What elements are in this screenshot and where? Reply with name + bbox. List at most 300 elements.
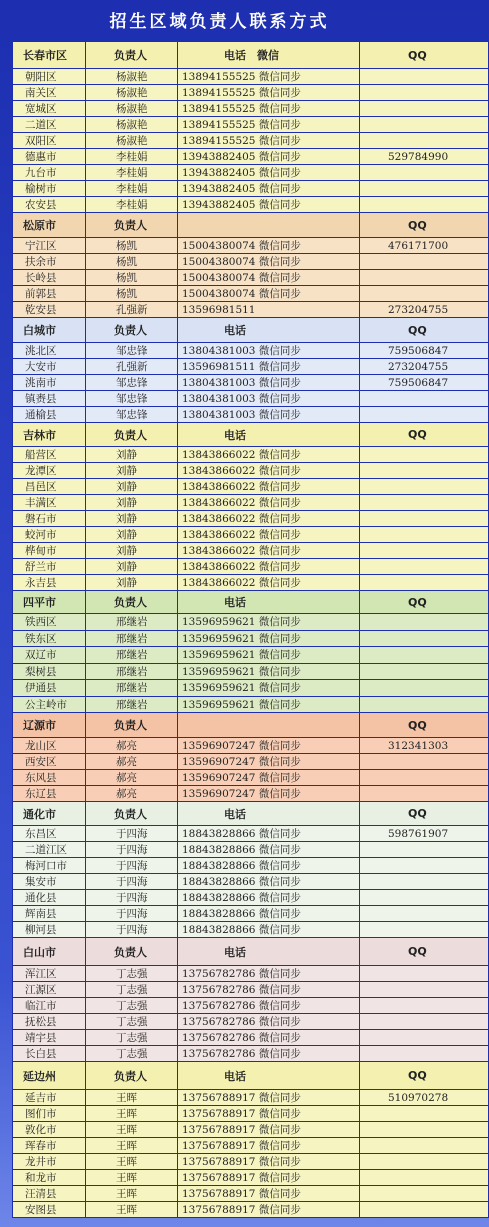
cell-qq (360, 559, 489, 575)
cell-person: 杨淑艳 (86, 133, 178, 149)
cell-phone: 13756788917 微信同步 (178, 1090, 360, 1106)
cell-person: 刘静 (86, 559, 178, 575)
cell-person: 丁志强 (86, 982, 178, 998)
cell-phone: 13756788917 微信同步 (178, 1122, 360, 1138)
table-row (13, 407, 489, 423)
cell-qq (360, 447, 489, 463)
cell-qq (360, 1202, 489, 1218)
cell-area: 辉南县 (13, 906, 86, 922)
cell-area: 梨树县 (13, 663, 86, 680)
cell-area: 靖宇县 (13, 1030, 86, 1046)
cell-person: 李桂娟 (86, 181, 178, 197)
header-phone: 电话 (178, 591, 360, 614)
header-person: 负责人 (86, 938, 178, 966)
cell-person: 邢继岩 (86, 680, 178, 697)
cell-qq (360, 181, 489, 197)
cell-area: 浑江区 (13, 966, 86, 982)
cell-qq (360, 858, 489, 874)
cell-qq: 273204755 (360, 302, 489, 318)
table-row (13, 680, 489, 697)
cell-qq (360, 906, 489, 922)
cell-qq: 510970278 (360, 1090, 489, 1106)
cell-qq (360, 874, 489, 890)
table-row (13, 1106, 489, 1122)
header-qq: QQ (360, 213, 489, 238)
cell-area: 龙山区 (13, 738, 86, 754)
cell-phone: 13804381003 微信同步 (178, 343, 360, 359)
table-row (13, 614, 489, 631)
cell-area: 宁江区 (13, 238, 86, 254)
cell-qq (360, 998, 489, 1014)
cell-area: 榆树市 (13, 181, 86, 197)
cell-area: 宽城区 (13, 101, 86, 117)
cell-qq (360, 1122, 489, 1138)
table-row (13, 754, 489, 770)
cell-person: 杨淑艳 (86, 85, 178, 101)
cell-phone: 13596959621 微信同步 (178, 614, 360, 631)
cell-qq (360, 286, 489, 302)
table-row (13, 998, 489, 1014)
table-row (13, 391, 489, 407)
cell-phone: 13756788917 微信同步 (178, 1154, 360, 1170)
header-person: 负责人 (86, 213, 178, 238)
table-row (13, 826, 489, 842)
header-qq: QQ (360, 423, 489, 447)
section-header-jilin (13, 423, 489, 447)
cell-phone: 15004380074 微信同步 (178, 254, 360, 270)
cell-qq (360, 614, 489, 631)
cell-qq (360, 663, 489, 680)
cell-qq (360, 890, 489, 906)
cell-area: 敦化市 (13, 1122, 86, 1138)
section-header-siping (13, 591, 489, 614)
table-row (13, 1014, 489, 1030)
cell-qq (360, 1186, 489, 1202)
cell-qq (360, 479, 489, 495)
header-area: 四平市 (13, 591, 86, 614)
cell-person: 杨凯 (86, 286, 178, 302)
cell-qq: 476171700 (360, 238, 489, 254)
cell-phone: 13596959621 微信同步 (178, 680, 360, 697)
header-qq: QQ (360, 591, 489, 614)
table-row (13, 1154, 489, 1170)
cell-qq (360, 1014, 489, 1030)
cell-phone: 13804381003 微信同步 (178, 375, 360, 391)
cell-area: 长白县 (13, 1046, 86, 1062)
cell-person: 李桂娟 (86, 197, 178, 213)
cell-person: 邢继岩 (86, 614, 178, 631)
cell-qq (360, 1138, 489, 1154)
section-header-yanbian (13, 1062, 489, 1090)
cell-area: 龙井市 (13, 1154, 86, 1170)
cell-phone: 13756782786 微信同步 (178, 1014, 360, 1030)
table-row (13, 738, 489, 754)
cell-qq (360, 696, 489, 713)
header-qq: QQ (360, 802, 489, 826)
table-row (13, 254, 489, 270)
header-phone (178, 213, 360, 238)
table-row (13, 197, 489, 213)
section-header-songyuan (13, 213, 489, 238)
cell-area: 二道区 (13, 117, 86, 133)
header-person: 负责人 (86, 423, 178, 447)
cell-qq (360, 1030, 489, 1046)
cell-person: 李桂娟 (86, 149, 178, 165)
cell-qq (360, 69, 489, 85)
cell-phone: 13756782786 微信同步 (178, 982, 360, 998)
header-phone: 电话 (178, 938, 360, 966)
table-row (13, 1138, 489, 1154)
cell-phone: 13894155525 微信同步 (178, 85, 360, 101)
cell-qq (360, 165, 489, 181)
cell-qq (360, 680, 489, 697)
cell-phone: 13894155525 微信同步 (178, 69, 360, 85)
cell-phone: 13894155525 微信同步 (178, 117, 360, 133)
cell-qq (360, 463, 489, 479)
header-area: 延边州 (13, 1062, 86, 1090)
cell-phone: 13843866022 微信同步 (178, 559, 360, 575)
cell-area: 九台市 (13, 165, 86, 181)
cell-person: 王晖 (86, 1106, 178, 1122)
cell-phone: 13596959621 微信同步 (178, 647, 360, 664)
cell-area: 长岭县 (13, 270, 86, 286)
cell-person: 邢继岩 (86, 647, 178, 664)
cell-area: 铁西区 (13, 614, 86, 631)
cell-person: 刘静 (86, 495, 178, 511)
cell-person: 邹忠锋 (86, 391, 178, 407)
cell-person: 于四海 (86, 842, 178, 858)
table-row (13, 359, 489, 375)
header-person: 负责人 (86, 591, 178, 614)
cell-qq (360, 770, 489, 786)
cell-person: 杨淑艳 (86, 101, 178, 117)
table-row (13, 117, 489, 133)
header-area: 吉林市 (13, 423, 86, 447)
cell-area: 集安市 (13, 874, 86, 890)
cell-phone: 13596907247 微信同步 (178, 770, 360, 786)
cell-qq (360, 117, 489, 133)
cell-area: 南关区 (13, 85, 86, 101)
cell-area: 铁东区 (13, 630, 86, 647)
cell-person: 王晖 (86, 1138, 178, 1154)
cell-area: 东辽县 (13, 786, 86, 802)
cell-area: 前郭县 (13, 286, 86, 302)
cell-phone: 13756788917 微信同步 (178, 1170, 360, 1186)
cell-phone: 18843828866 微信同步 (178, 922, 360, 938)
cell-phone: 13596959621 微信同步 (178, 630, 360, 647)
cell-area: 双辽市 (13, 647, 86, 664)
section-header-baicheng (13, 318, 489, 343)
cell-person: 邢继岩 (86, 663, 178, 680)
cell-person: 郝亮 (86, 738, 178, 754)
table-row (13, 559, 489, 575)
cell-area: 磐石市 (13, 511, 86, 527)
cell-phone: 13843866022 微信同步 (178, 527, 360, 543)
cell-area: 龙潭区 (13, 463, 86, 479)
cell-area: 扶余市 (13, 254, 86, 270)
cell-qq (360, 85, 489, 101)
table-row (13, 630, 489, 647)
table-row (13, 165, 489, 181)
cell-phone: 13596981511 微信同步 (178, 359, 360, 375)
cell-phone: 13894155525 微信同步 (178, 133, 360, 149)
cell-person: 王晖 (86, 1186, 178, 1202)
cell-person: 邹忠锋 (86, 407, 178, 423)
header-phone: 电话 (178, 318, 360, 343)
table-row (13, 874, 489, 890)
section-header-changchun (13, 42, 489, 69)
table-row (13, 1202, 489, 1218)
cell-phone: 13756788917 微信同步 (178, 1106, 360, 1122)
table-row (13, 770, 489, 786)
cell-person: 于四海 (86, 874, 178, 890)
cell-person: 郝亮 (86, 786, 178, 802)
cell-area: 江源区 (13, 982, 86, 998)
header-qq: QQ (360, 1062, 489, 1090)
cell-person: 丁志强 (86, 1046, 178, 1062)
cell-area: 乾安县 (13, 302, 86, 318)
table-row (13, 286, 489, 302)
cell-person: 杨淑艳 (86, 69, 178, 85)
cell-area: 伊通县 (13, 680, 86, 697)
cell-phone: 13804381003 微信同步 (178, 407, 360, 423)
table-row (13, 375, 489, 391)
header-area: 辽源市 (13, 713, 86, 738)
section-header-liaoyuan (13, 713, 489, 738)
header-phone: 电话 (178, 423, 360, 447)
cell-person: 于四海 (86, 826, 178, 842)
table-row (13, 1170, 489, 1186)
cell-phone: 13756782786 微信同步 (178, 1030, 360, 1046)
cell-area: 和龙市 (13, 1170, 86, 1186)
cell-phone: 18843828866 微信同步 (178, 874, 360, 890)
table-row (13, 1186, 489, 1202)
cell-person: 杨凯 (86, 254, 178, 270)
table-row (13, 966, 489, 982)
cell-area: 洮南市 (13, 375, 86, 391)
contact-table-body (13, 42, 489, 1218)
table-row (13, 343, 489, 359)
cell-phone: 13843866022 微信同步 (178, 463, 360, 479)
cell-qq (360, 630, 489, 647)
table-row (13, 647, 489, 664)
table-row (13, 1030, 489, 1046)
cell-area: 东昌区 (13, 826, 86, 842)
table-row (13, 890, 489, 906)
cell-phone: 15004380074 微信同步 (178, 270, 360, 286)
cell-person: 郝亮 (86, 754, 178, 770)
cell-person: 刘静 (86, 447, 178, 463)
cell-area: 抚松县 (13, 1014, 86, 1030)
cell-qq (360, 842, 489, 858)
cell-person: 刘静 (86, 543, 178, 559)
cell-qq (360, 1106, 489, 1122)
cell-area: 梅河口市 (13, 858, 86, 874)
cell-person: 王晖 (86, 1170, 178, 1186)
cell-person: 邹忠锋 (86, 343, 178, 359)
cell-phone: 13596907247 微信同步 (178, 738, 360, 754)
cell-phone: 13756782786 微信同步 (178, 1046, 360, 1062)
header-area: 松原市 (13, 213, 86, 238)
cell-phone: 13596981511 (178, 302, 360, 318)
cell-qq (360, 786, 489, 802)
table-row (13, 101, 489, 117)
cell-person: 邢继岩 (86, 696, 178, 713)
cell-qq (360, 407, 489, 423)
table-row (13, 842, 489, 858)
cell-qq (360, 754, 489, 770)
section-header-baishan (13, 938, 489, 966)
table-row (13, 906, 489, 922)
table-row (13, 85, 489, 101)
cell-phone: 13756782786 微信同步 (178, 966, 360, 982)
cell-person: 刘静 (86, 479, 178, 495)
cell-phone: 18843828866 微信同步 (178, 858, 360, 874)
cell-area: 珲春市 (13, 1138, 86, 1154)
cell-qq (360, 543, 489, 559)
cell-phone: 13943882405 微信同步 (178, 165, 360, 181)
cell-person: 刘静 (86, 511, 178, 527)
header-qq: QQ (360, 713, 489, 738)
cell-area: 通化县 (13, 890, 86, 906)
cell-phone: 13804381003 微信同步 (178, 391, 360, 407)
cell-qq (360, 133, 489, 149)
cell-qq (360, 270, 489, 286)
cell-phone: 15004380074 微信同步 (178, 238, 360, 254)
table-row (13, 663, 489, 680)
cell-person: 于四海 (86, 890, 178, 906)
header-person: 负责人 (86, 713, 178, 738)
header-person: 负责人 (86, 1062, 178, 1090)
cell-qq: 598761907 (360, 826, 489, 842)
table-row (13, 270, 489, 286)
cell-phone: 13843866022 微信同步 (178, 511, 360, 527)
cell-qq (360, 966, 489, 982)
table-row (13, 238, 489, 254)
cell-area: 图们市 (13, 1106, 86, 1122)
cell-area: 大安市 (13, 359, 86, 375)
cell-phone: 13943882405 微信同步 (178, 181, 360, 197)
cell-area: 昌邑区 (13, 479, 86, 495)
cell-qq (360, 1046, 489, 1062)
cell-person: 刘静 (86, 527, 178, 543)
table-row (13, 575, 489, 591)
header-phone (178, 713, 360, 738)
cell-qq (360, 647, 489, 664)
header-person: 负责人 (86, 802, 178, 826)
cell-qq (360, 1154, 489, 1170)
cell-area: 双阳区 (13, 133, 86, 149)
cell-area: 镇赉县 (13, 391, 86, 407)
table-row (13, 511, 489, 527)
cell-area: 桦甸市 (13, 543, 86, 559)
cell-qq: 759506847 (360, 375, 489, 391)
header-area: 长春市区 (13, 42, 86, 69)
cell-qq (360, 527, 489, 543)
header-person: 负责人 (86, 42, 178, 69)
cell-person: 丁志强 (86, 1030, 178, 1046)
cell-area: 农安县 (13, 197, 86, 213)
cell-person: 于四海 (86, 906, 178, 922)
cell-area: 舒兰市 (13, 559, 86, 575)
cell-qq (360, 982, 489, 998)
table-row (13, 696, 489, 713)
cell-phone: 13843866022 微信同步 (178, 447, 360, 463)
cell-qq (360, 254, 489, 270)
cell-phone: 13943882405 微信同步 (178, 197, 360, 213)
cell-phone: 13843866022 微信同步 (178, 543, 360, 559)
cell-area: 德惠市 (13, 149, 86, 165)
header-qq: QQ (360, 938, 489, 966)
cell-phone: 13894155525 微信同步 (178, 101, 360, 117)
cell-area: 延吉市 (13, 1090, 86, 1106)
table-row (13, 69, 489, 85)
cell-qq (360, 101, 489, 117)
table-row (13, 149, 489, 165)
cell-phone: 13596959621 微信同步 (178, 696, 360, 713)
cell-qq (360, 511, 489, 527)
header-area: 通化市 (13, 802, 86, 826)
cell-person: 邹忠锋 (86, 375, 178, 391)
cell-qq (360, 495, 489, 511)
table-row (13, 1090, 489, 1106)
cell-person: 王晖 (86, 1202, 178, 1218)
cell-person: 李桂娟 (86, 165, 178, 181)
table-row (13, 447, 489, 463)
cell-person: 于四海 (86, 922, 178, 938)
cell-phone: 13756782786 微信同步 (178, 998, 360, 1014)
cell-area: 柳河县 (13, 922, 86, 938)
table-row (13, 1046, 489, 1062)
cell-qq (360, 575, 489, 591)
cell-person: 邢继岩 (86, 630, 178, 647)
cell-area: 汪清县 (13, 1186, 86, 1202)
cell-phone: 13843866022 微信同步 (178, 495, 360, 511)
cell-area: 西安区 (13, 754, 86, 770)
cell-qq (360, 922, 489, 938)
table-row (13, 786, 489, 802)
cell-person: 刘静 (86, 575, 178, 591)
cell-area: 丰满区 (13, 495, 86, 511)
cell-phone: 13843866022 微信同步 (178, 479, 360, 495)
table-row (13, 133, 489, 149)
cell-person: 刘静 (86, 463, 178, 479)
table-row (13, 302, 489, 318)
section-header-tonghua (13, 802, 489, 826)
table-row (13, 1122, 489, 1138)
table-row (13, 181, 489, 197)
table-row (13, 527, 489, 543)
cell-area: 朝阳区 (13, 69, 86, 85)
cell-phone: 13756788917 微信同步 (178, 1202, 360, 1218)
cell-phone: 18843828866 微信同步 (178, 842, 360, 858)
table-row (13, 463, 489, 479)
table-row (13, 543, 489, 559)
cell-area: 船营区 (13, 447, 86, 463)
cell-phone: 13756788917 微信同步 (178, 1138, 360, 1154)
cell-area: 通榆县 (13, 407, 86, 423)
cell-area: 蛟河市 (13, 527, 86, 543)
cell-qq (360, 1170, 489, 1186)
cell-phone: 13596959621 微信同步 (178, 663, 360, 680)
cell-area: 永吉县 (13, 575, 86, 591)
cell-phone: 18843828866 微信同步 (178, 906, 360, 922)
cell-qq (360, 391, 489, 407)
cell-person: 王晖 (86, 1090, 178, 1106)
cell-phone: 18843828866 微信同步 (178, 890, 360, 906)
header-person: 负责人 (86, 318, 178, 343)
cell-qq: 312341303 (360, 738, 489, 754)
